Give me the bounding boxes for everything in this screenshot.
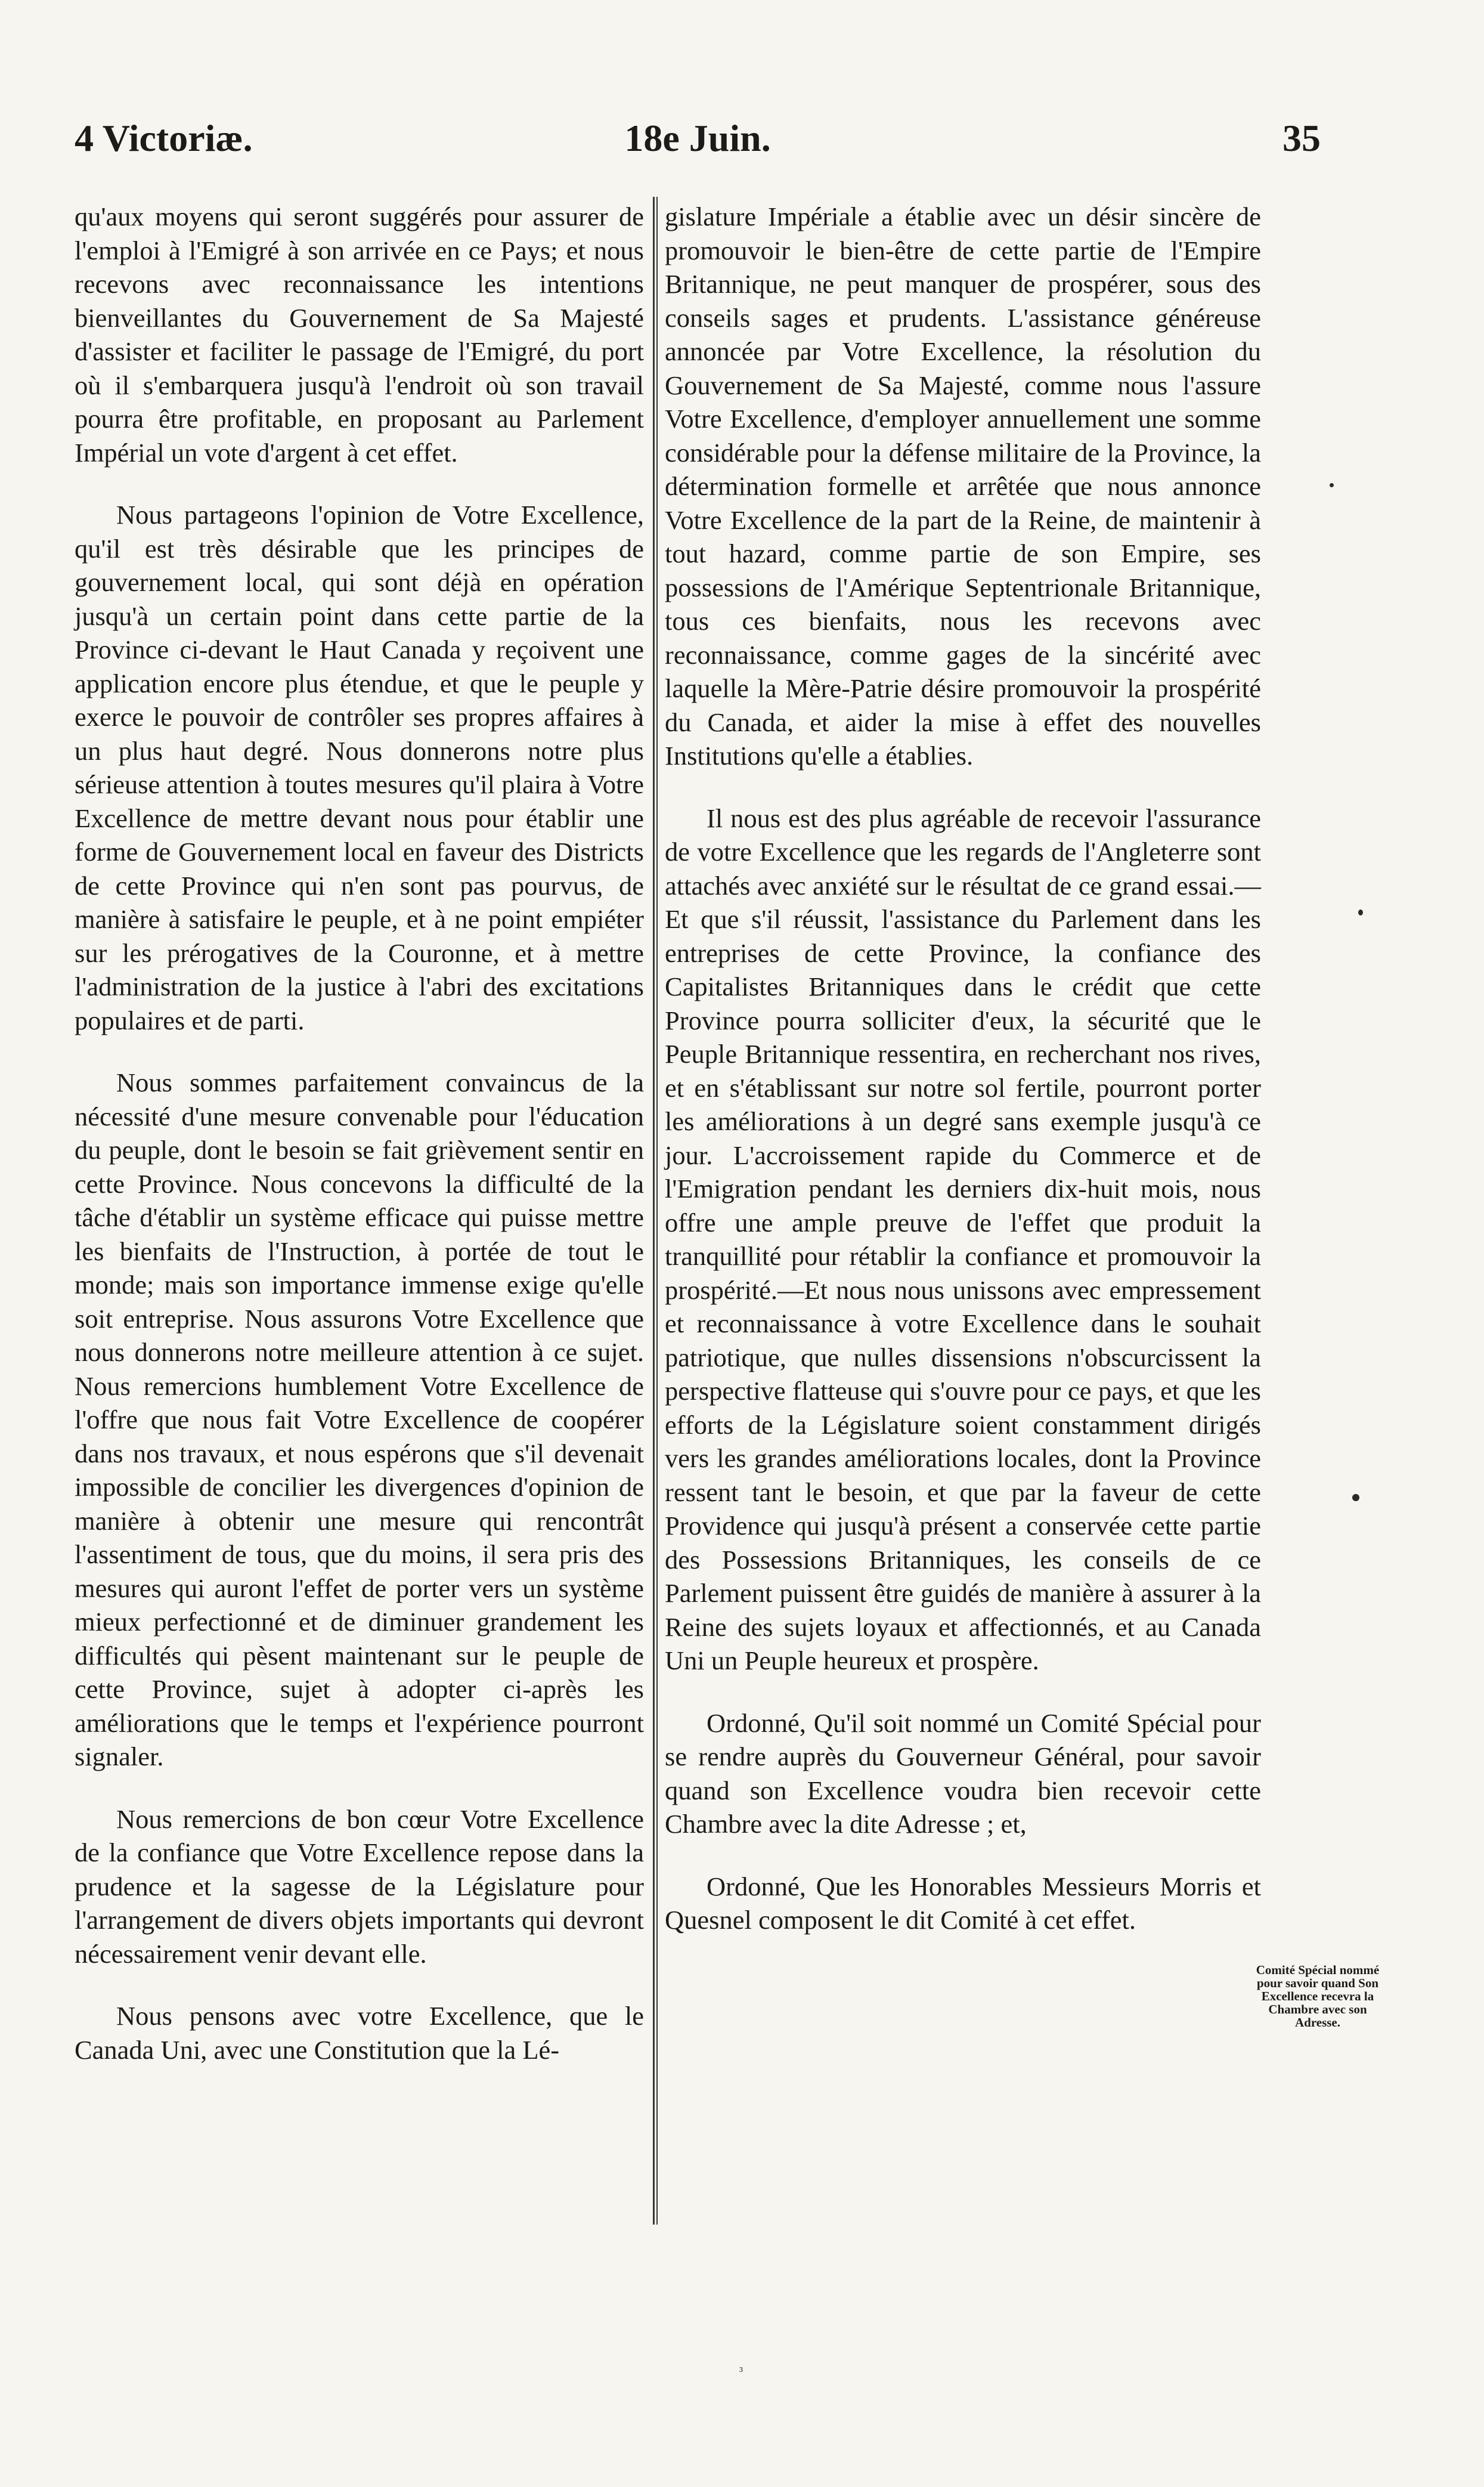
margin-note: Comité Spécial nommé pour savoir quand Son Excellence recevra la Chambre avec son Adresse. bbox=[1256, 1963, 1380, 2030]
paragraph-ordonne: Ordonné, Que les Honorables Messieurs Morris et Quesnel composent le dit Comité à cet effet. bbox=[665, 1871, 1261, 1935]
paragraph: Nous pensons avec votre Excellence, que le Canada Uni, avec une Constitution que la Lé- bbox=[75, 2001, 644, 2065]
right-column bbox=[665, 200, 1261, 1966]
running-header bbox=[75, 116, 1321, 170]
header-date: 18e Juin. bbox=[624, 117, 771, 159]
column-rule-double bbox=[656, 197, 658, 2225]
paragraph: Nous sommes parfaitement convaincus de la nécessité d'une mesure convenable pour l'éducation du peuple, dont le besoin se fait grièvement sentir en cette Province. Nous concevons la difficulté de la tâche d'établir un système efficace qui puisse mettre les bienfaits de l'Instruction, à portée de tout le monde; mais son importance immense exige qu'elle soit entreprise. Nous assurons Votre Excellence que nous donnerons notre meilleure attention à ce sujet. Nous remercions humblement Votre Excellence de l'offre que nous fait Votre Excellence de coopérer dans nos travaux, et nous espérons que s'il devenait impossible de concilier les divergences d'opinion de manière à obtenir une mesure qui rencontrât l'assentiment de tous, que du moins, il sera pris des mesures qui auront l'effet de porter vers un système mieux perfectionné et de diminuer grandement les difficultés qui pèsent maintenant sur le peuple de cette Province, sujet à adopter ci-après les améliorations que le temps et l'expérience pourront signaler. bbox=[75, 1068, 644, 1771]
header-session: 4 Victoriæ. bbox=[75, 117, 253, 159]
column-rule bbox=[653, 197, 655, 2225]
page-number: 35 bbox=[1282, 117, 1321, 159]
paragraph: Nous remercions de bon cœur Votre Excellence de la confiance que Votre Excellence repose dans la prudence et la sagesse de la Législature pour l'arrangement de divers objets importants qui devront nécessairement venir devant elle. bbox=[75, 1804, 644, 1969]
paragraph: qu'aux moyens qui seront suggérés pour assurer de l'emploi à l'Emigré à son arrivée en ce Pays; et nous recevons avec reconnaissance les intentions bienveillantes du Gouvernement de Sa Majesté d'assister et faciliter le passage de l'Emigré, du port où il s'embarquera jusqu'à l'endroit où son travail pourra être profitable, en proposant au Parlement Impérial un vote d'argent à cet effet. bbox=[75, 202, 644, 468]
paragraph-ordonne: Ordonné, Qu'il soit nommé un Comité Spécial pour se rendre auprès du Gouverneur Général, pour savoir quand son Excellence voudra bien recevoir cette Chambre avec la dite Adresse ; et, bbox=[665, 1708, 1261, 1839]
paragraph: gislature Impériale a établie avec un désir sincère de promouvoir le bien-être de cette partie de l'Empire Britannique, ne peut manquer de prospérer, sous des conseils sages et prudents. L'assistance généreuse annoncée par Votre Excellence, la résolution du Gouvernement de Sa Majesté, comme nous l'assure Votre Excellence, d'employer annuellement une somme considérable pour la défense militaire de la Province, la détermination formelle et arrêtée que nous annonce Votre Excellence de la part de la Reine, de maintenir à tout hazard, comme partie de son Empire, ses possessions de l'Amérique Septentrionale Britannique, tous ces bienfaits, nous les recevons avec reconnaissance, comme gages de la sincérité avec laquelle la Mère-Patrie désire promouvoir la prospérité du Canada, et aider la mise à effet des nouvelles Institutions qu'elle a établies. bbox=[665, 202, 1261, 771]
paragraph: Nous partageons l'opinion de Votre Excellence, qu'il est très désirable que les principes de gouvernement local, qui sont déjà en opération jusqu'à un certain point dans cette partie de la Province ci-devant le Haut Canada y reçoivent une application encore plus étendue, et que le peuple y exerce le pouvoir de contrôler ses propres affaires à un plus haut degré. Nous donnerons notre plus sérieuse attention à toutes mesures qu'il plaira à Votre Excellence de mettre devant nous pour établir une forme de Gouvernement local en faveur des Districts de cette Province qui n'en sont pas pourvus, de manière à satisfaire le peuple, et à ne point empiéter sur les prérogatives de la Couronne, et à mettre l'administration de la justice à l'abri des excitations populaires et de parti. bbox=[75, 500, 644, 1035]
ink-speck bbox=[1352, 1494, 1359, 1501]
footer-mark: ³ bbox=[739, 2365, 743, 2378]
ink-speck bbox=[1358, 910, 1363, 915]
left-column bbox=[75, 200, 644, 2095]
ink-speck bbox=[1330, 483, 1334, 487]
paragraph: Il nous est des plus agréable de recevoir l'assurance de votre Excellence que les regards de l'Angleterre sont attachés avec anxiété sur le résultat de ce grand essai.—Et que s'il réussit, l'assistance du Parlement dans les entreprises de cette Province, la confiance des Capitalistes Britanniques dans le crédit que cette Province pourra solliciter d'eux, la sécurité que le Peuple Britannique ressentira, en recherchant nos rives, et en s'établissant sur notre sol fertile, pourront porter les améliorations à un degré sans exemple jusqu'à ce jour. L'accroissement rapide du Commerce et de l'Emigration pendant les derniers dix-huit mois, nous offre une ample preuve de l'effet que produit la tranquillité pour rétablir la confiance et promouvoir la prospérité.—Et nous nous unissons avec empressement et reconnaissance à votre Excellence dans le souhait patriotique, que nulles dissensions n'obscurcissent la perspective flatteuse qui s'ouvre pour ce pays, et que les efforts de la Législature soient constamment dirigés vers les grandes améliorations locales, dont la Province ressent tant le besoin, et que par la faveur de cette Providence qui jusqu'à présent a conservée cette partie des Possessions Britanniques, les conseils de ce Parlement puissent être guidés de manière à assurer à la Reine des sujets loyaux et affectionnés, et au Canada Uni un Peuple heureux et prospère. bbox=[665, 803, 1261, 1675]
